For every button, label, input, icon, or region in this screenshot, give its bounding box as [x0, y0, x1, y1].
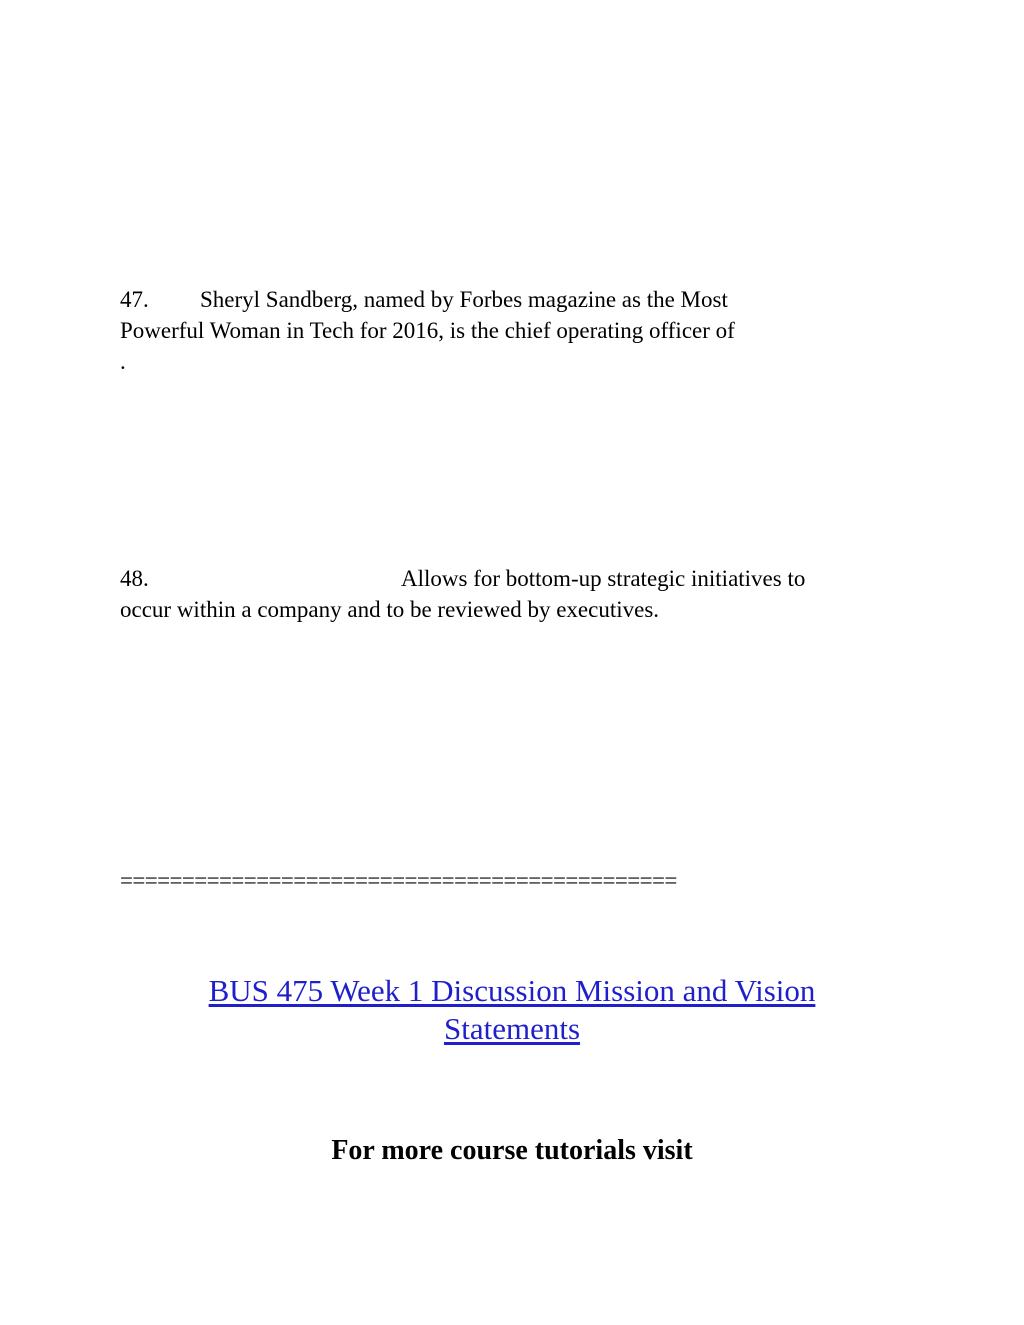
- course-link[interactable]: [209, 973, 816, 1046]
- course-link-heading: [0, 972, 1024, 1048]
- question-number: 48.: [120, 566, 149, 591]
- question-text-line-1: Sheryl Sandberg, named by Forbes magazine as the Most: [200, 287, 728, 312]
- course-link-line-2: Statements: [443, 1011, 581, 1046]
- question-48: [120, 563, 900, 633]
- question-text-line-1: Allows for bottom-up strategic initiatives to: [401, 566, 806, 591]
- question-47: [120, 284, 880, 384]
- footer-tagline: For more course tutorials visit: [331, 1135, 693, 1166]
- question-text-line-2: occur within a company and to be reviewed by executives.: [120, 597, 660, 622]
- course-link-line-1: BUS 475 Week 1 Discussion Mission and Vision: [208, 973, 816, 1008]
- question-text-line-2: Powerful Woman in Tech for 2016, is the chief operating officer of: [120, 318, 735, 343]
- separator-line: =============================================: [120, 868, 677, 893]
- question-text-line-3: .: [120, 349, 126, 374]
- question-number: 47.: [120, 287, 149, 312]
